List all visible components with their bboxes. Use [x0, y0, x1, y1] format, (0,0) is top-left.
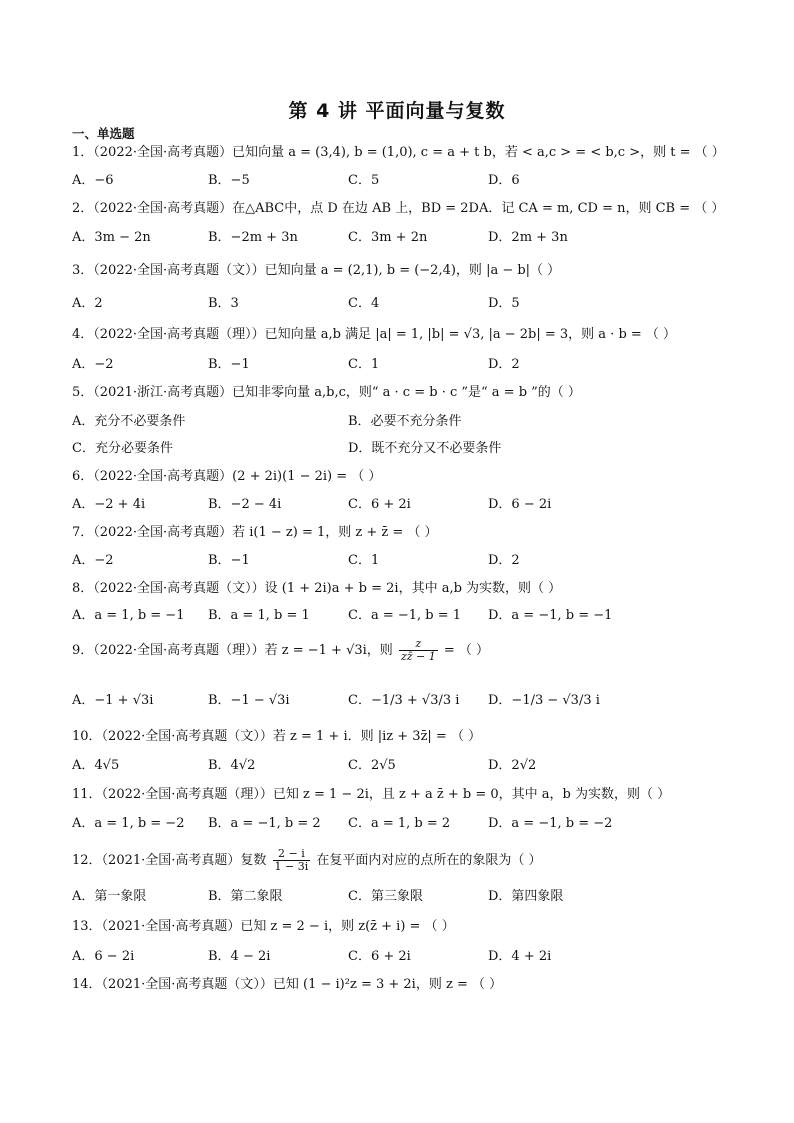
options-12 [72, 888, 732, 906]
option-b: B．a = 1, b = 1 [208, 608, 310, 623]
option-c: C．3m + 2n [348, 230, 428, 245]
page-title: 第 4 讲 平面向量与复数 [288, 100, 506, 122]
question-12-text: 12．（2021·全国·高考真题）复数 [72, 853, 267, 868]
option-c: C．第三象限 [348, 889, 423, 904]
question-8: 8．（2022·全国·高考真题（文））设 (1 + 2i)a + b = 2i，其中 a,b 为实数，则（ ） [72, 581, 562, 596]
option-b: B．−1 [208, 553, 250, 568]
options-4 [72, 356, 732, 374]
option-a: A．−2 [72, 357, 114, 372]
option-b: B．−2 − 4i [208, 497, 282, 512]
option-a: A．2 [72, 296, 103, 311]
option-a: A．−6 [72, 173, 114, 188]
question-13: 13．（2021·全国·高考真题）已知 z = 2 − i，则 z(z̄ + i) = （ ） [72, 919, 455, 934]
question-14: 14．（2021·全国·高考真题（文））已知 (1 − i)²z = 3 + 2i，则 z = （ ） [72, 977, 503, 992]
option-c: C．5 [348, 173, 380, 188]
question-7: 7．（2022·全国·高考真题）若 i(1 − z) = 1，则 z + z̄ = （ ） [72, 525, 438, 540]
option-a: A．第一象限 [72, 889, 147, 904]
option-d: D．6 [488, 173, 520, 188]
option-c: C．1 [348, 357, 380, 372]
option-a: A．a = 1, b = −2 [72, 816, 185, 831]
option-b: B．−1 − √3i [208, 693, 290, 708]
question-9 [72, 636, 732, 666]
options-5-row2 [72, 440, 732, 458]
option-a: A．充分不必要条件 [72, 414, 186, 429]
option-a: A．−1 + √3i [72, 693, 154, 708]
question-9-tail: = （ ） [443, 643, 490, 658]
option-a: A．−2 [72, 553, 114, 568]
option-d: D．a = −1, b = −2 [488, 816, 613, 831]
option-b: B．a = −1, b = 2 [208, 816, 321, 831]
option-a: A．3m − 2n [72, 230, 151, 245]
option-c: C．2√5 [348, 758, 396, 773]
option-b: B．−5 [208, 173, 250, 188]
options-13 [72, 948, 732, 966]
option-a: A．a = 1, b = −1 [72, 608, 185, 623]
question-9-text: 9．（2022·全国·高考真题（理））若 z = −1 + √3i，则 [72, 643, 393, 658]
options-6 [72, 496, 732, 514]
option-d: D．6 − 2i [488, 497, 552, 512]
option-c: C．6 + 2i [348, 949, 411, 964]
question-12-fraction [273, 848, 311, 873]
option-d: D．2 [488, 357, 520, 372]
section-heading: 一、单选题 [72, 126, 135, 141]
option-b: B．−2m + 3n [208, 230, 298, 245]
option-a: A．4√5 [72, 758, 120, 773]
option-a: A．−2 + 4i [72, 497, 146, 512]
option-b: B．第二象限 [208, 889, 283, 904]
option-b: B．必要不充分条件 [348, 414, 462, 429]
option-d: D．2m + 3n [488, 230, 568, 245]
option-c: C．−1/3 + √3/3 i [348, 693, 460, 708]
question-11: 11．（2022·全国·高考真题（理））已知 z = 1 − 2i，且 z + a z̄ + b = 0，其中 a，b 为实数，则（ ） [72, 787, 671, 802]
options-7 [72, 552, 732, 570]
fraction-denominator: 1 − 3i [274, 860, 309, 873]
fraction-numerator: 2 − i [273, 848, 311, 861]
option-c: C．4 [348, 296, 380, 311]
option-b: B．3 [208, 296, 239, 311]
question-9-fraction [399, 638, 438, 663]
option-c: C．1 [348, 553, 380, 568]
question-12 [72, 846, 732, 876]
option-b: B．4 − 2i [208, 949, 271, 964]
option-c: C．a = 1, b = 2 [348, 816, 451, 831]
option-d: D．2 [488, 553, 520, 568]
options-1 [72, 172, 732, 190]
option-b: B．−1 [208, 357, 250, 372]
option-a: A．6 − 2i [72, 949, 135, 964]
options-8 [72, 607, 732, 625]
option-d: D．−1/3 − √3/3 i [488, 693, 600, 708]
fraction-denominator: zz̄ − 1 [400, 650, 436, 663]
option-d: D．5 [488, 296, 520, 311]
option-c: C．6 + 2i [348, 497, 411, 512]
option-d: D．4 + 2i [488, 949, 552, 964]
question-3: 3．（2022·全国·高考真题（文））已知向量 a = (2,1), b = (−2,4)，则 |a − b|（ ） [72, 263, 561, 278]
options-10 [72, 757, 732, 775]
question-10: 10．（2022·全国·高考真题（文））若 z = 1 + i．则 |iz + 3z̄| = （ ） [72, 729, 482, 744]
options-3 [72, 295, 732, 313]
option-d: D．2√2 [488, 758, 537, 773]
fraction-numerator: z [399, 638, 438, 651]
question-6: 6．（2022·全国·高考真题）(2 + 2i)(1 − 2i) = （ ） [72, 469, 382, 484]
option-c: C．充分必要条件 [72, 441, 173, 456]
question-12-tail: 在复平面内对应的点所在的象限为（ ） [316, 853, 542, 868]
option-b: B．4√2 [208, 758, 256, 773]
options-2 [72, 229, 732, 247]
options-9 [72, 692, 732, 710]
question-5: 5．（2021·浙江·高考真题）已知非零向量 a,b,c，则“ a · c = b · c ”是“ a = b ”的（ ） [72, 385, 581, 400]
option-c: C．a = −1, b = 1 [348, 608, 462, 623]
options-11 [72, 815, 732, 833]
question-4: 4．（2022·全国·高考真题（理））已知向量 a,b 满足 |a| = 1, |b| = √3, |a − 2b| = 3，则 a · b = （ ） [72, 327, 677, 342]
option-d: D．第四象限 [488, 889, 564, 904]
question-1: 1．（2022·全国·高考真题）已知向量 a = (3,4), b = (1,0), c = a + t b，若 < a,c > = < b,c >，则 t = （ ） [72, 145, 725, 160]
option-d: D．a = −1, b = −1 [488, 608, 613, 623]
question-2: 2．（2022·全国·高考真题）在△ABC中，点 D 在边 AB 上，BD = 2DA．记 CA = m, CD = n，则 CB = （ ） [72, 201, 725, 216]
options-5-row1 [72, 413, 732, 431]
option-d: D．既不充分又不必要条件 [348, 441, 502, 456]
